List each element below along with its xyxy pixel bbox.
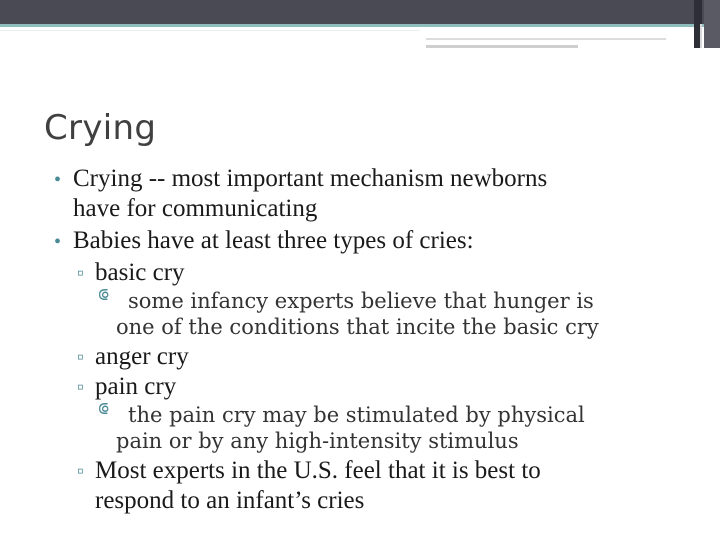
bullet-line: Babies have at least three types of cries: xyxy=(73,227,474,254)
curved-arrow-bullet-icon: ⟃ xyxy=(98,398,109,419)
sub-bullet-anger-cry xyxy=(0,342,720,372)
bullet-line: Most experts in the U.S. feel that it is best to xyxy=(95,457,541,484)
bullet-line: anger cry xyxy=(95,343,189,370)
header-band xyxy=(0,0,720,24)
square-bullet-icon: ▫ xyxy=(77,377,84,398)
bullet-line: pain or by any high-intensity stimulus xyxy=(116,429,519,453)
header-rule xyxy=(0,24,720,27)
square-bullet-icon: ▫ xyxy=(77,461,84,482)
decorative-line xyxy=(426,38,666,40)
bullet-icon: • xyxy=(54,169,62,191)
bullet-line: pain cry xyxy=(95,373,177,400)
bullet-line: have for communicating xyxy=(73,195,318,222)
bullet-line: Crying -- most important mechanism newborns xyxy=(73,165,548,192)
square-bullet-icon: ▫ xyxy=(77,263,84,284)
detail-pain-cry xyxy=(0,398,720,454)
bullet-icon: • xyxy=(54,231,62,253)
corner-accent-right xyxy=(704,0,720,48)
decorative-line xyxy=(426,45,578,48)
bullet-types-of-cries xyxy=(0,226,720,256)
decorative-line xyxy=(0,30,420,31)
sub-bullet-respond xyxy=(0,456,720,516)
corner-accent-gap xyxy=(700,24,702,48)
bullet-crying-mechanism xyxy=(0,164,720,224)
detail-basic-cry xyxy=(0,284,720,340)
bullet-line: basic cry xyxy=(95,259,185,286)
square-bullet-icon: ▫ xyxy=(77,347,84,368)
curved-arrow-bullet-icon: ⟃ xyxy=(98,284,109,305)
bullet-line: the pain cry may be stimulated by physical xyxy=(128,403,585,427)
bullet-line: some infancy experts believe that hunger is xyxy=(128,289,594,313)
bullet-line: one of the conditions that incite the basic cry xyxy=(116,315,599,339)
slide-title: Crying xyxy=(44,108,157,148)
slide-body xyxy=(0,164,720,516)
bullet-line: respond to an infant’s cries xyxy=(95,487,365,514)
